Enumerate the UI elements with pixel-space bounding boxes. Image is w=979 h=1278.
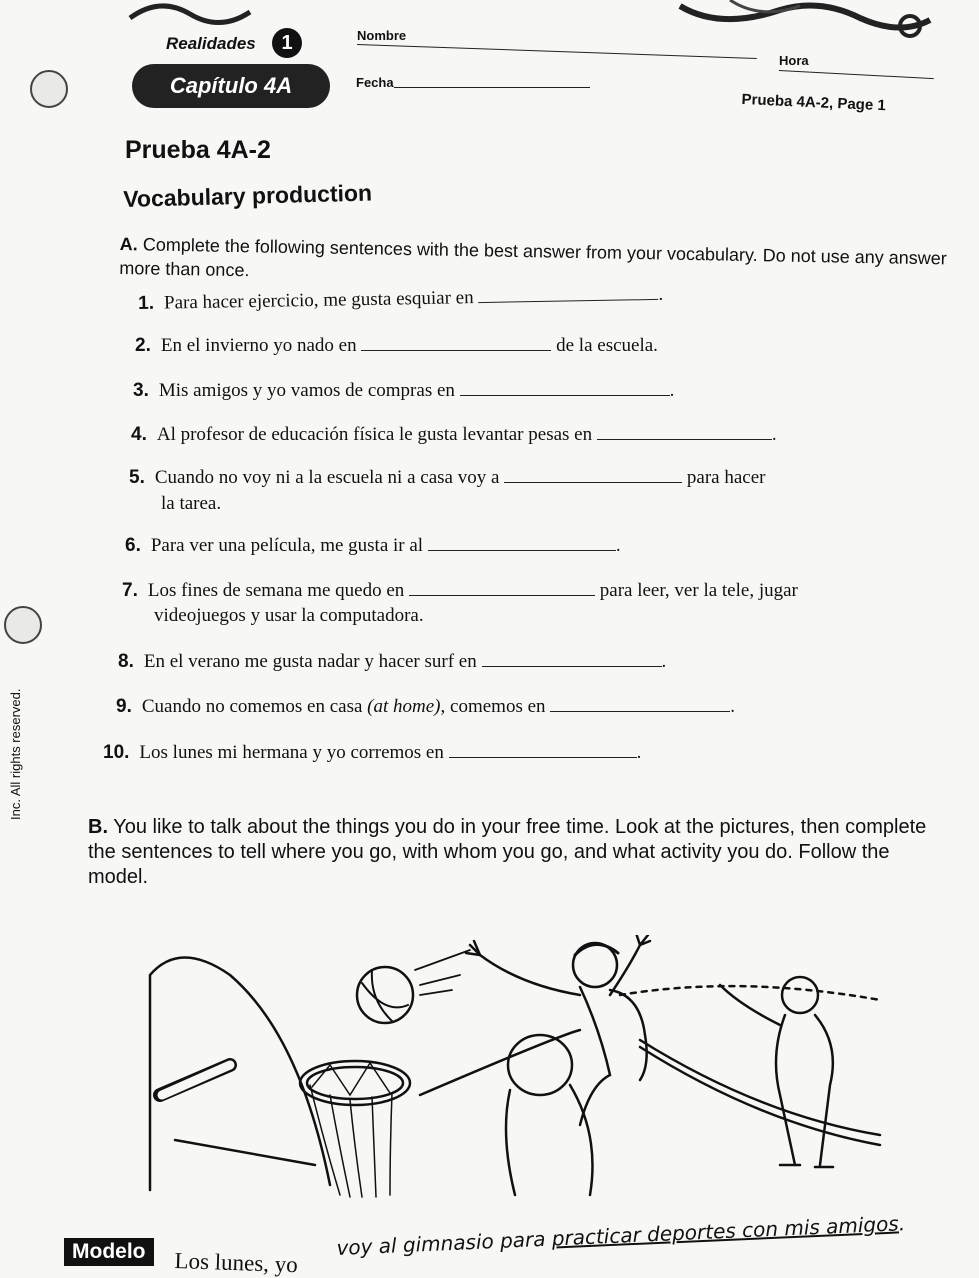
player-back-body xyxy=(506,1085,593,1195)
part-b-instructions xyxy=(88,815,948,890)
question-5-cont: la tarea. xyxy=(161,493,222,514)
question-2: 2. En el invierno yo nado en de la escuela. xyxy=(135,335,658,356)
question-8: 8. En el verano me gusta nadar y hacer surf en . xyxy=(118,651,667,672)
question-3: 3. Mis amigos y yo vamos de compras en . xyxy=(133,380,675,401)
answer-blank-6[interactable] xyxy=(428,536,616,551)
player-body xyxy=(580,987,647,1125)
basketball-illustration xyxy=(140,935,900,1200)
question-10: 10. Los lunes mi hermana y yo corremos en . xyxy=(103,742,642,763)
answer-blank-10[interactable] xyxy=(449,743,637,758)
question-7-cont: videojuegos y usar la computadora. xyxy=(154,605,424,626)
second-player-head xyxy=(782,977,818,1013)
hour-field[interactable] xyxy=(779,70,934,79)
question-9: 9. Cuando no comemos en casa (at home), comemos en . xyxy=(116,696,736,717)
answer-blank-9[interactable] xyxy=(550,697,730,712)
page-title: Prueba 4A-2 xyxy=(125,136,271,164)
answer-blank-1[interactable] xyxy=(478,285,658,303)
hour-label: Hora xyxy=(779,53,809,68)
answer-blank-4[interactable] xyxy=(597,425,772,440)
modelo-prefix: Los lunes, yo xyxy=(174,1248,299,1278)
date-field[interactable] xyxy=(394,87,590,88)
chapter-badge: Capítulo 4A xyxy=(132,64,330,108)
answer-blank-5[interactable] xyxy=(504,468,682,483)
second-player-body xyxy=(776,1015,833,1165)
modelo-label: Modelo xyxy=(64,1238,154,1266)
question-7: 7. Los fines de semana me quedo en para leer, ver la tele, jugar xyxy=(122,580,798,601)
question-4: 4. Al profesor de educación física le gusta levantar pesas en . xyxy=(131,424,777,445)
page-tag: Prueba 4A-2, Page 1 xyxy=(741,91,887,115)
series-label: Realidades xyxy=(166,34,256,53)
answer-blank-3[interactable] xyxy=(460,381,670,396)
part-a-text: Complete the following sentences with the best answer from your vocabulary. Do not use any answer more than once. xyxy=(119,234,947,281)
question-1: 1. Para hacer ejercicio, me gusta esquiar en . xyxy=(138,283,664,314)
copyright-note: Inc. All rights reserved. xyxy=(8,688,23,820)
part-b-text: You like to talk about the things you do in your free time. Look at the pictures, then complete the sentences to tell where you go, with whom you go, and what activity you do. Follow the model. xyxy=(88,816,927,888)
modelo-answer: voy al gimnasio para practicar deportes con mis amigos. xyxy=(336,1211,906,1260)
answer-blank-7[interactable] xyxy=(409,581,595,596)
date-label: Fecha xyxy=(356,75,394,90)
binder-hole xyxy=(30,70,68,108)
backboard xyxy=(150,958,330,1191)
answer-blank-8[interactable] xyxy=(482,652,662,667)
name-label: Nombre xyxy=(357,28,407,43)
binder-hole xyxy=(4,606,42,644)
part-a-letter: A. xyxy=(119,233,138,255)
question-5: 5. Cuando no voy ni a la escuela ni a casa voy a para hacer xyxy=(129,467,766,488)
level-badge: 1 xyxy=(272,28,302,58)
section-title: Vocabulary production xyxy=(123,179,373,212)
part-b-letter: B. xyxy=(88,816,108,838)
question-6: 6. Para ver una película, me gusta ir al . xyxy=(125,535,621,556)
name-field[interactable] xyxy=(357,44,757,59)
answer-blank-2[interactable] xyxy=(361,336,551,351)
